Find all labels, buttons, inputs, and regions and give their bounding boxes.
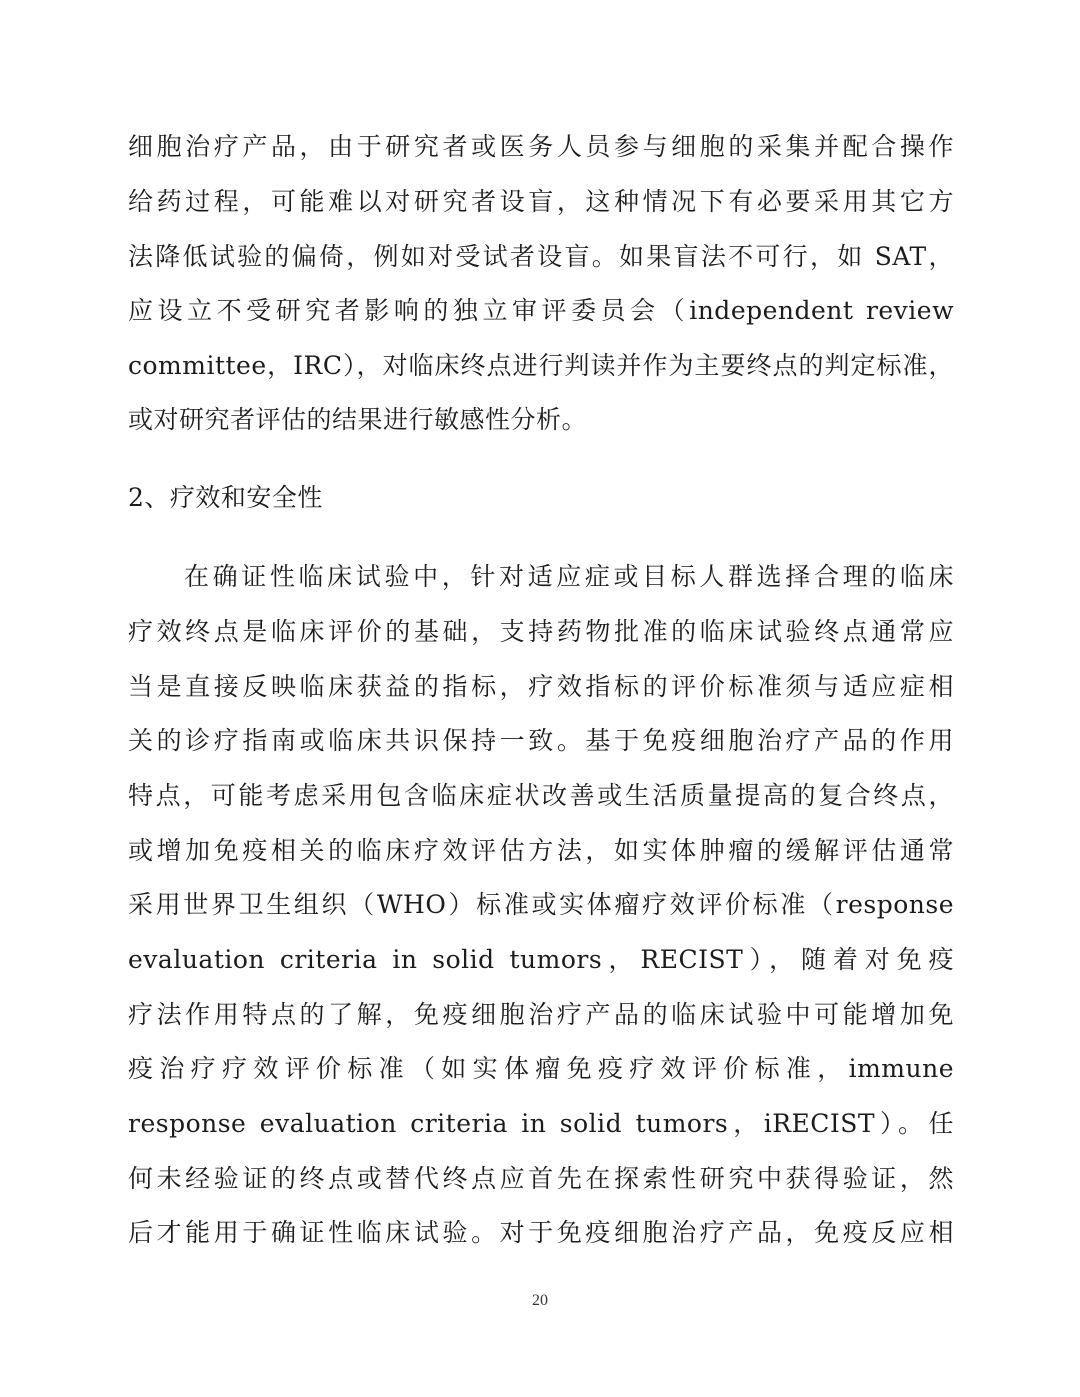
paragraph-line: 何未经验证的终点或替代终点应首先在探索性研究中获得验证，然 <box>128 1164 954 1193</box>
paragraph-line: committee，IRC），对临床终点进行判读并作为主要终点的判定标准， <box>128 351 954 380</box>
paragraph-line: 疗效终点是临床评价的基础，支持药物批准的临床试验终点通常应 <box>128 617 954 646</box>
paragraph-line: 疫治疗疗效评价标准（如实体瘤免疫疗效评价标准，immune <box>128 1054 954 1083</box>
paragraph-line: 应设立不受研究者影响的独立审评委员会（independent review <box>128 296 954 325</box>
paragraph-line: 关的诊疗指南或临床共识保持一致。基于免疫细胞治疗产品的作用 <box>128 726 954 755</box>
paragraph-line: 给药过程，可能难以对研究者设盲，这种情况下有必要采用其它方 <box>128 187 954 216</box>
paragraph-line: response evaluation criteria in solid tumors，iRECIST）。任 <box>128 1109 954 1138</box>
paragraph-line: 疗法作用特点的了解，免疫细胞治疗产品的临床试验中可能增加免 <box>128 1000 954 1029</box>
paragraph-line: evaluation criteria in solid tumors，RECIST），随着对免疫 <box>128 945 954 974</box>
paragraph-line: 或增加免疫相关的临床疗效评估方法，如实体肿瘤的缓解评估通常 <box>128 836 954 865</box>
section-heading: 2、疗效和安全性 <box>128 483 323 512</box>
paragraph-line: 特点，可能考虑采用包含临床症状改善或生活质量提高的复合终点， <box>128 781 954 810</box>
paragraph-line: 后才能用于确证性临床试验。对于免疫细胞治疗产品，免疫反应相 <box>128 1218 954 1247</box>
paragraph-line: 在确证性临床试验中，针对适应症或目标人群选择合理的临床 <box>184 562 954 591</box>
paragraph-line: 或对研究者评估的结果进行敏感性分析。 <box>128 405 588 434</box>
paragraph-line: 采用世界卫生组织（WHO）标准或实体瘤疗效评价标准（response <box>128 890 954 919</box>
paragraph-line: 细胞治疗产品，由于研究者或医务人员参与细胞的采集并配合操作 <box>128 132 954 161</box>
page-number: 20 <box>532 1292 548 1309</box>
paragraph-line: 当是直接反映临床获益的指标，疗效指标的评价标准须与适应症相 <box>128 672 954 701</box>
paragraph-line: 法降低试验的偏倚，例如对受试者设盲。如果盲法不可行，如 SAT， <box>128 242 954 271</box>
